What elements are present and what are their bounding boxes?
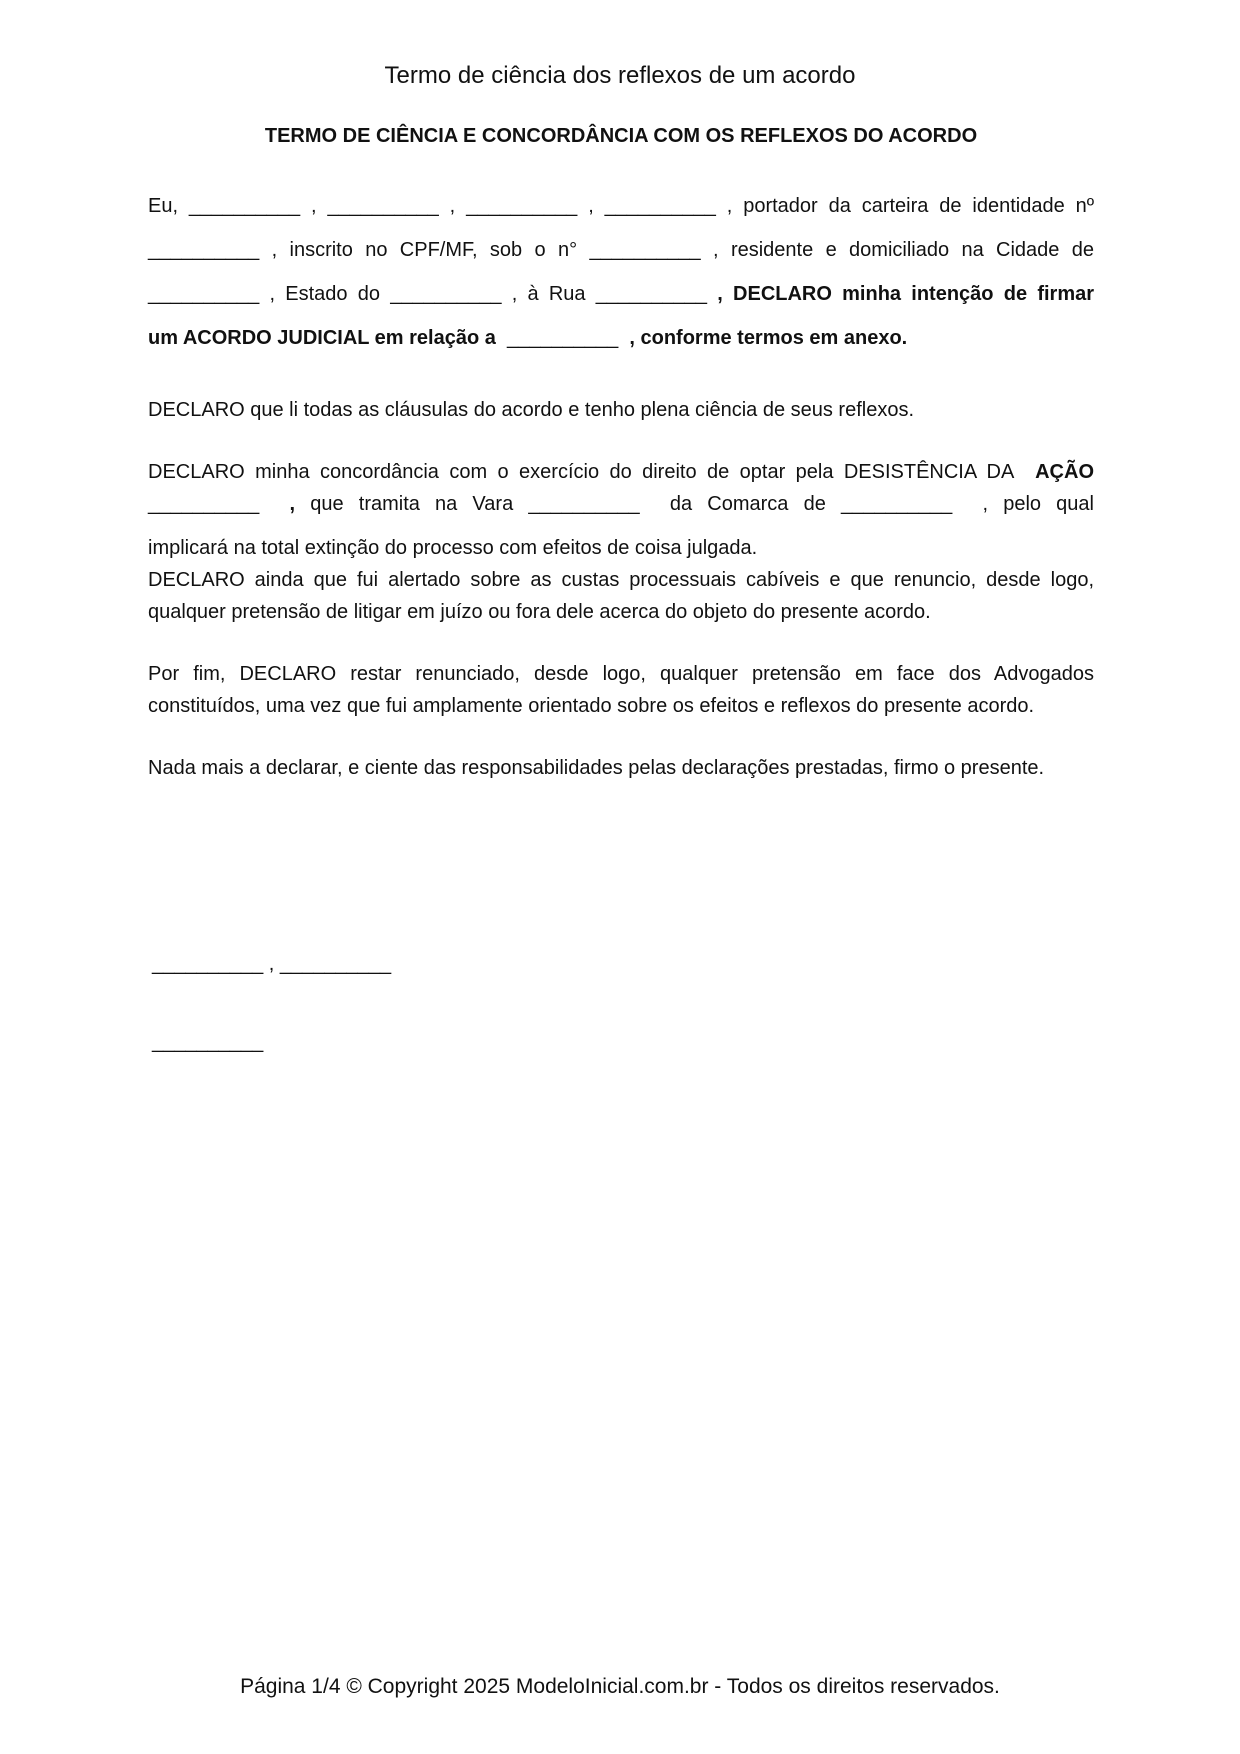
comma: , (588, 195, 594, 217)
paragraph-advogados: Por fim, DECLARO restar renunciado, desde logo, qualquer pretensão em face dos Advogados constituídos, uma vez que fui amplamente orientado sobre os efeitos e reflexos do presente acordo. (148, 663, 1094, 717)
blank-civil-status: __________ (466, 195, 578, 217)
desistencia-acao: AÇÃO (1035, 461, 1094, 483)
paragraph-final: Nada mais a declarar, e ciente das responsabilidades pelas declarações prestadas, firmo o presente. (148, 757, 1045, 779)
desistencia-pelo-qual: , pelo qual (982, 493, 1094, 515)
intro-rua: , à Rua (511, 283, 586, 305)
intro-inscrito: , inscrito no CPF/MF, sob o n° (271, 239, 578, 261)
intro-paragraph (148, 184, 1094, 360)
intro-line-1 (148, 184, 1094, 228)
blank-cpf: __________ (589, 239, 701, 261)
blank-nationality: __________ (327, 195, 439, 217)
blank-subject: __________ (507, 327, 619, 349)
paragraph-clausulas: DECLARO que li todas as cláusulas do acordo e tenho plena ciência de seus reflexos. (148, 399, 915, 421)
intro-line-4 (148, 316, 1094, 360)
signature-place-date: __________ , __________ (152, 953, 392, 975)
desistencia-text: DECLARO minha concordância com o exercício do direito de optar pela DESISTÊNCIA DA (148, 461, 1015, 483)
intro-acordo: um ACORDO JUDICIAL em relação a (148, 327, 496, 349)
blank-vara: __________ (528, 493, 640, 515)
blank-profession: __________ (604, 195, 716, 217)
intro-estado: , Estado do (269, 283, 380, 305)
blank-city: __________ (148, 283, 260, 305)
desistencia-comarca: da Comarca de (669, 493, 826, 515)
blank-rg: __________ (148, 239, 260, 261)
paragraph-custas: DECLARO ainda que fui alertado sobre as custas processuais cabíveis e que renuncio, desde logo, qualquer pretensão de litigar em juízo ou fora dele acerca do objeto do presente acordo. (148, 569, 1094, 623)
paragraph-desistencia (148, 456, 1094, 564)
intro-residente: , residente e domiciliado na Cidade de (713, 239, 1095, 261)
desistencia-line-2 (148, 488, 1094, 520)
intro-eu: Eu, (148, 195, 179, 217)
page-header: Termo de ciência dos reflexos de um acordo (384, 62, 856, 89)
blank-comarca: __________ (840, 493, 953, 515)
blank-action: __________ (148, 493, 260, 515)
intro-portador: , portador da carteira de identidade nº (726, 195, 1095, 217)
blank-state: __________ (390, 283, 502, 305)
comma: , (311, 195, 317, 217)
intro-conforme: , conforme termos em anexo. (629, 327, 908, 349)
signature-name: __________ (152, 1031, 264, 1053)
desistencia-comma: , (289, 493, 296, 515)
intro-line-3 (148, 272, 1094, 316)
intro-declaro: , DECLARO minha intenção de firmar (717, 283, 1095, 305)
blank-street: __________ (595, 283, 708, 305)
desistencia-line-3: implicará na total extinção do processo com efeitos de coisa julgada. (148, 537, 758, 559)
intro-line-2 (148, 228, 1094, 272)
desistencia-line-1 (148, 456, 1094, 488)
blank-name: __________ (188, 195, 301, 217)
document-title: TERMO DE CIÊNCIA E CONCORDÂNCIA COM OS REFLEXOS DO ACORDO (264, 125, 978, 147)
page-footer: Página 1/4 © Copyright 2025 ModeloInicial.com.br - Todos os direitos reservados. (240, 1675, 1000, 1698)
desistencia-tramita: que tramita na Vara (310, 493, 514, 515)
document-body (148, 184, 1094, 784)
comma: , (449, 195, 456, 217)
